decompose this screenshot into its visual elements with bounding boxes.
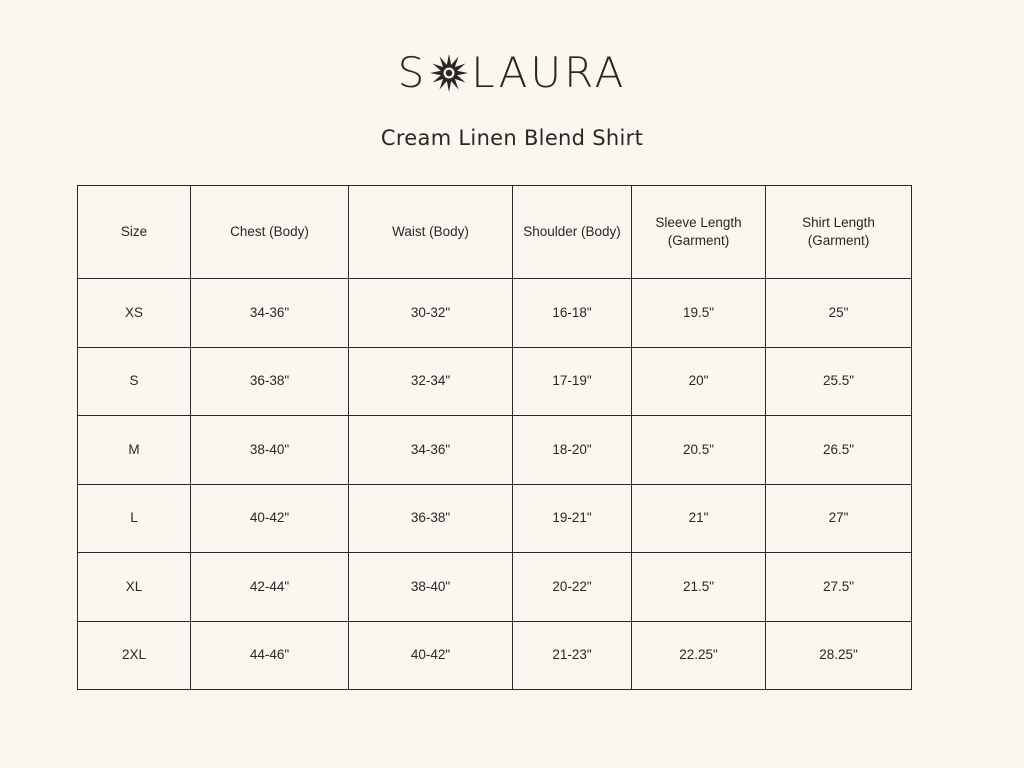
table-row bbox=[78, 279, 912, 348]
shirt-length-cell: 26.5" bbox=[766, 416, 912, 485]
table-row bbox=[78, 553, 912, 622]
waist-cell: 30-32" bbox=[349, 279, 513, 348]
shirt-length-cell: 25" bbox=[766, 279, 912, 348]
waist-cell: 38-40" bbox=[349, 553, 513, 622]
sleeve-length-cell: 21" bbox=[632, 484, 766, 553]
waist-cell: 34-36" bbox=[349, 416, 513, 485]
shirt-length-cell: 28.25" bbox=[766, 621, 912, 690]
chest-cell: 38-40" bbox=[191, 416, 349, 485]
size-cell: XS bbox=[78, 279, 191, 348]
shirt-length-cell: 25.5" bbox=[766, 347, 912, 416]
chest-cell: 40-42" bbox=[191, 484, 349, 553]
size-chart-table bbox=[77, 185, 912, 690]
chest-cell: 34-36" bbox=[191, 279, 349, 348]
sleeve-length-cell: 22.25" bbox=[632, 621, 766, 690]
chest-cell: 36-38" bbox=[191, 347, 349, 416]
shoulder-cell: 20-22" bbox=[513, 553, 632, 622]
sleeve-length-cell: 21.5" bbox=[632, 553, 766, 622]
shoulder-cell: 18-20" bbox=[513, 416, 632, 485]
chest-cell: 42-44" bbox=[191, 553, 349, 622]
size-cell: M bbox=[78, 416, 191, 485]
header-row bbox=[78, 186, 912, 279]
shirt-length-cell: 27" bbox=[766, 484, 912, 553]
sleeve-length-cell: 20" bbox=[632, 347, 766, 416]
brand-letters-start: S bbox=[397, 48, 428, 97]
header-sleeve-length: Sleeve Length (Garment) bbox=[632, 186, 766, 279]
size-cell: 2XL bbox=[78, 621, 191, 690]
size-cell: S bbox=[78, 347, 191, 416]
waist-cell: 40-42" bbox=[349, 621, 513, 690]
waist-cell: 32-34" bbox=[349, 347, 513, 416]
size-cell: L bbox=[78, 484, 191, 553]
waist-cell: 36-38" bbox=[349, 484, 513, 553]
shoulder-cell: 16-18" bbox=[513, 279, 632, 348]
brand-wordmark bbox=[397, 48, 627, 97]
table-row bbox=[78, 347, 912, 416]
header-chest: Chest (Body) bbox=[191, 186, 349, 279]
header-waist: Waist (Body) bbox=[349, 186, 513, 279]
brand-logo bbox=[0, 50, 1024, 96]
header-shoulder: Shoulder (Body) bbox=[513, 186, 632, 279]
table-row bbox=[78, 484, 912, 553]
product-title: Cream Linen Blend Shirt bbox=[380, 126, 644, 150]
chest-cell: 44-46" bbox=[191, 621, 349, 690]
size-cell: XL bbox=[78, 553, 191, 622]
shirt-length-cell: 27.5" bbox=[766, 553, 912, 622]
sleeve-length-cell: 19.5" bbox=[632, 279, 766, 348]
sleeve-length-cell: 20.5" bbox=[632, 416, 766, 485]
header-size: Size bbox=[78, 186, 191, 279]
brand-letters-end: LAURA bbox=[471, 48, 627, 97]
shoulder-cell: 21-23" bbox=[513, 621, 632, 690]
table-row bbox=[78, 621, 912, 690]
shoulder-cell: 19-21" bbox=[513, 484, 632, 553]
header-shirt-length: Shirt Length (Garment) bbox=[766, 186, 912, 279]
table-row bbox=[78, 416, 912, 485]
sun-icon bbox=[429, 53, 469, 93]
shoulder-cell: 17-19" bbox=[513, 347, 632, 416]
